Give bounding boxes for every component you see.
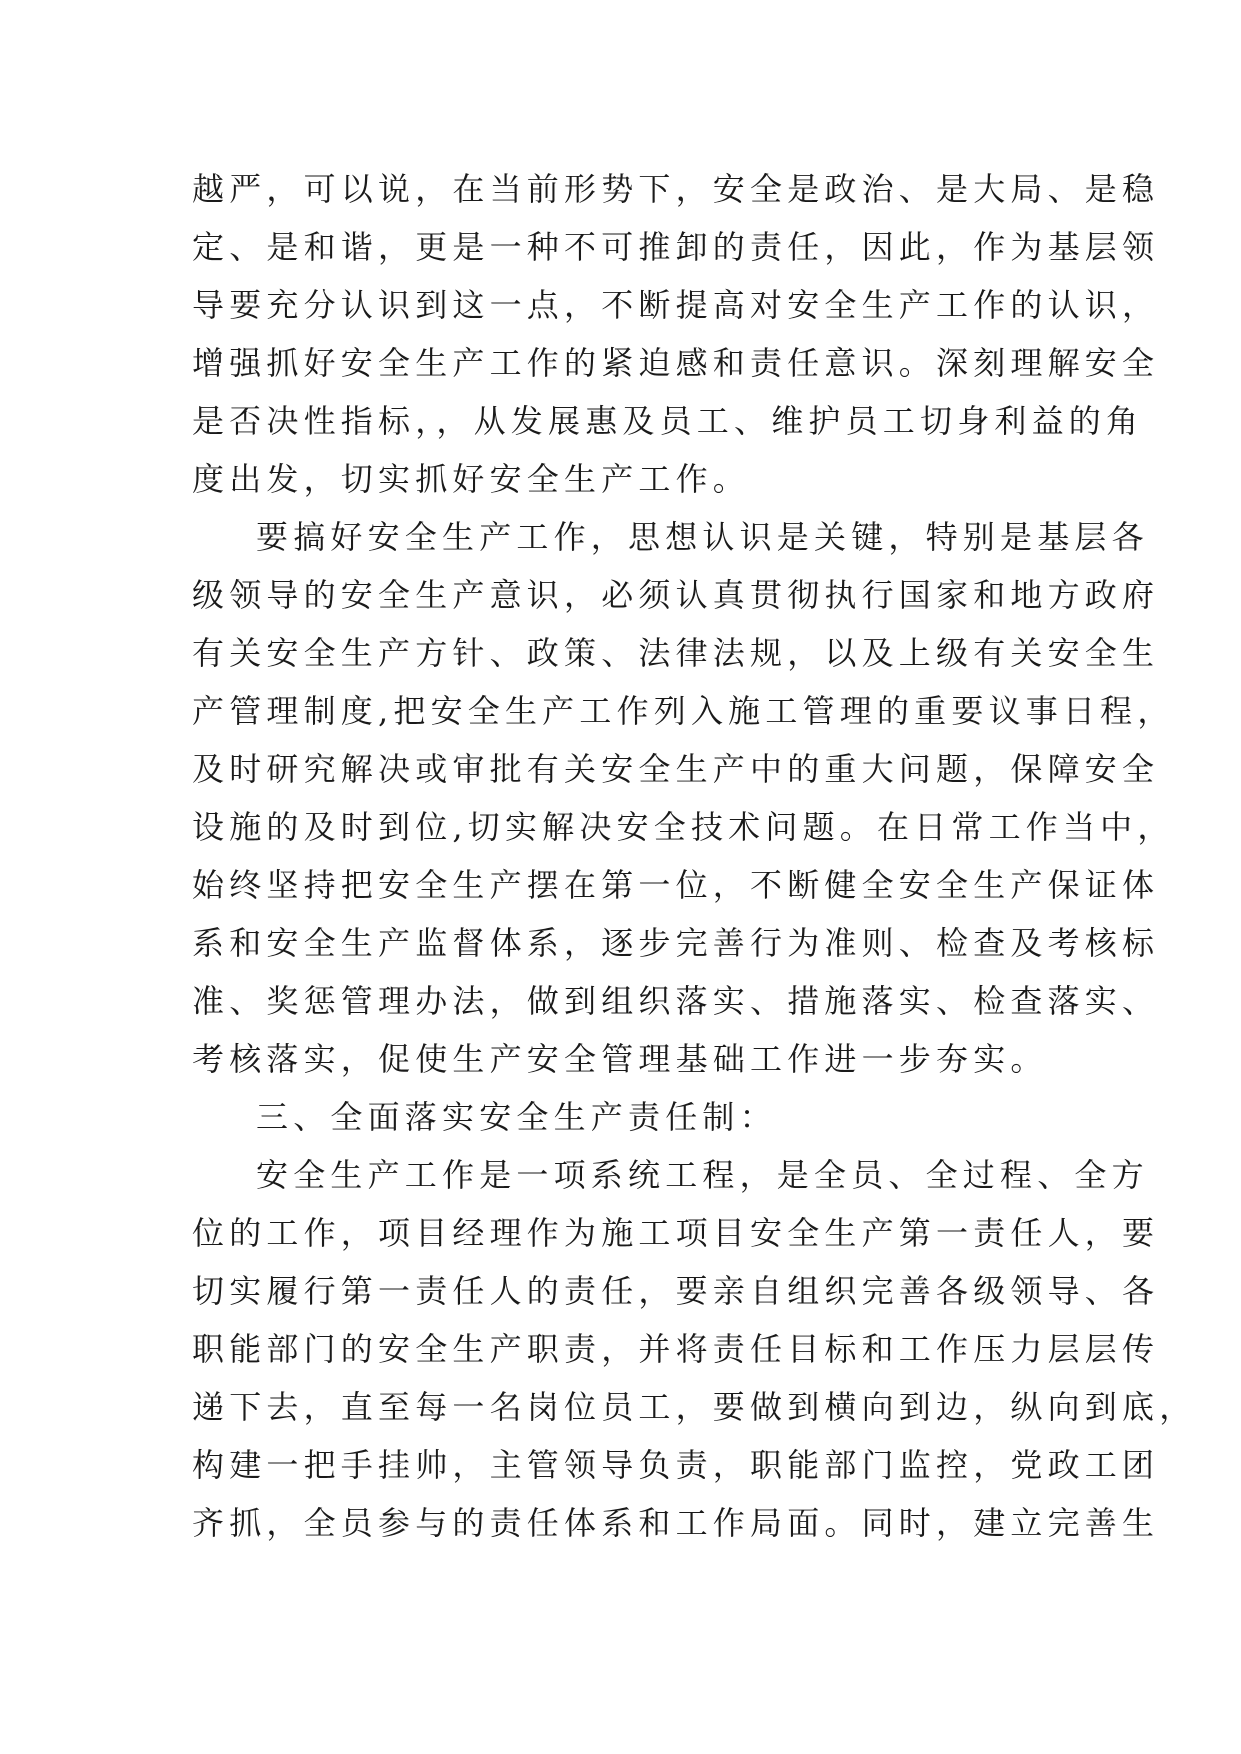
text-line: 始终坚持把安全生产摆在第一位，不断健全安全生产保证体	[192, 866, 1160, 904]
text-line: 是否决性指标，，从发展惠及员工、维护员工切身利益的角	[192, 402, 1144, 440]
text-line: 安全生产工作是一项系统工程，是全员、全过程、全方	[256, 1156, 1149, 1194]
text-line: 系和安全生产监督体系，逐步完善行为准则、检查及考核标	[192, 924, 1160, 962]
text-line: 定、是和谐，更是一种不可推卸的责任，因此，作为基层领	[192, 228, 1160, 266]
text-line: 越严，可以说，在当前形势下，安全是政治、是大局、是稳	[192, 170, 1160, 208]
section-heading: 三、全面落实安全生产责任制：	[256, 1098, 777, 1136]
text-line: 切实履行第一责任人的责任，要亲自组织完善各级领导、各	[192, 1272, 1160, 1310]
text-line: 增强抓好安全生产工作的紧迫感和责任意识。深刻理解安全	[192, 344, 1160, 382]
text-line: 准、奖惩管理办法，做到组织落实、措施落实、检查落实、	[192, 982, 1160, 1020]
text-line: 要搞好安全生产工作，思想认识是关键，特别是基层各	[256, 518, 1149, 556]
text-line: 考核落实，促使生产安全管理基础工作进一步夯实。	[192, 1040, 1048, 1078]
text-line: 构建一把手挂帅，主管领导负责，职能部门监控，党政工团	[192, 1446, 1160, 1484]
text-line: 职能部门的安全生产职责，并将责任目标和工作压力层层传	[192, 1330, 1160, 1368]
text-line: 及时研究解决或审批有关安全生产中的重大问题，保障安全	[192, 750, 1160, 788]
text-line: 设施的及时到位,切实解决安全技术问题。在日常工作当中，	[192, 808, 1175, 846]
text-line: 级领导的安全生产意识，必须认真贯彻执行国家和地方政府	[192, 576, 1160, 614]
text-line: 有关安全生产方针、政策、法律法规，以及上级有关安全生	[192, 634, 1160, 672]
text-line: 齐抓，全员参与的责任体系和工作局面。同时，建立完善生	[192, 1504, 1160, 1542]
text-line: 导要充分认识到这一点，不断提高对安全生产工作的认识，	[192, 286, 1160, 324]
text-line: 递下去，直至每一名岗位员工，要做到横向到边，纵向到底，	[192, 1388, 1197, 1426]
text-line: 度出发，切实抓好安全生产工作。	[192, 460, 751, 498]
text-line: 位的工作，项目经理作为施工项目安全生产第一责任人，要	[192, 1214, 1160, 1252]
text-line: 产管理制度,把安全生产工作列入施工管理的重要议事日程，	[192, 692, 1175, 730]
